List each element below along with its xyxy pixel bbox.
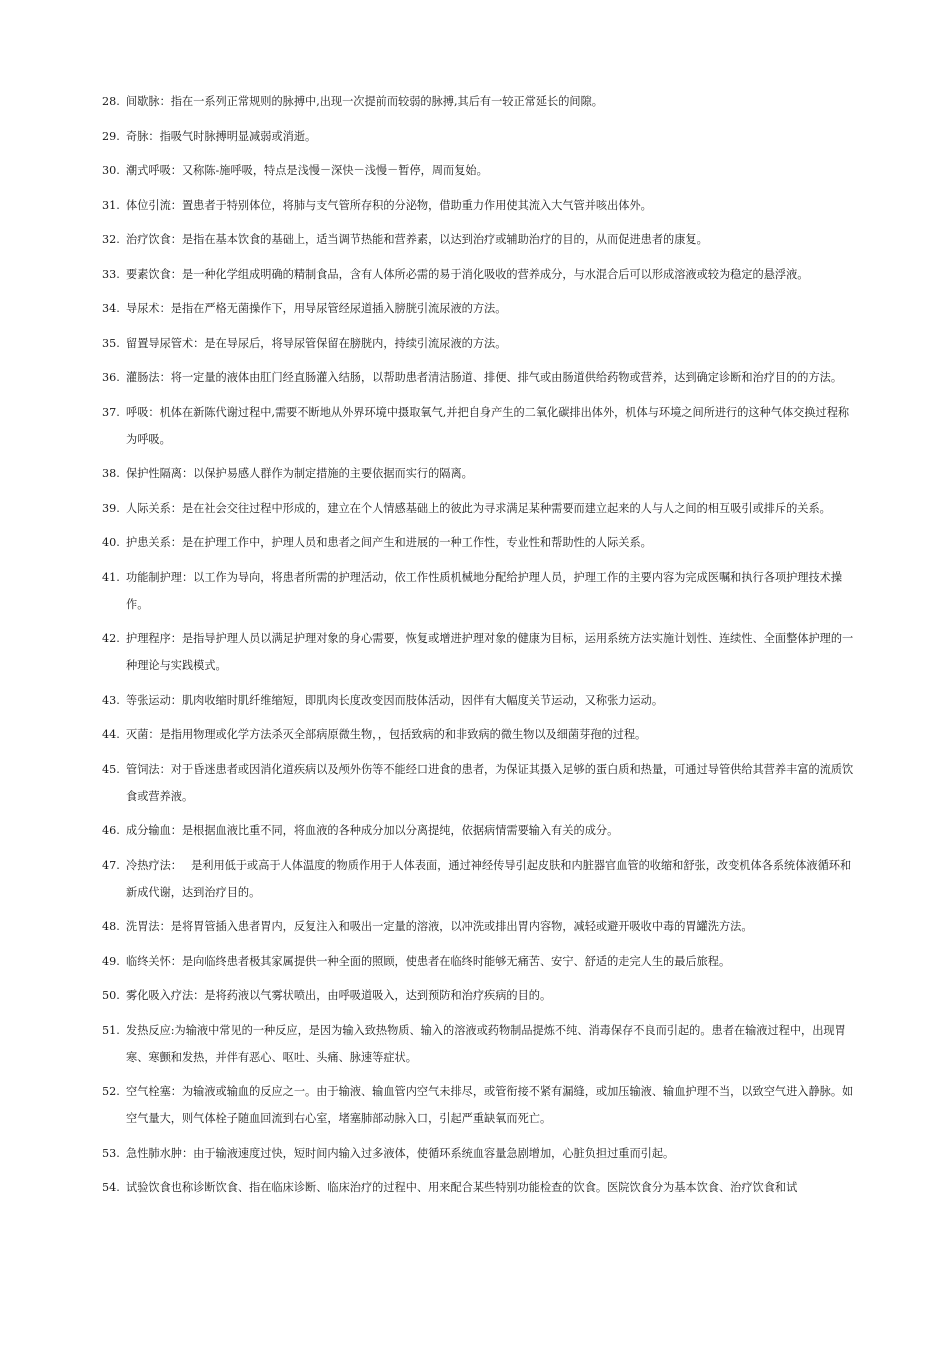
list-item bbox=[102, 948, 854, 975]
list-item bbox=[102, 226, 854, 253]
list-item bbox=[102, 495, 854, 522]
item-definition: 留置导尿管术：是在导尿后，将导尿管保留在膀胱内，持续引流尿液的方法。 bbox=[126, 336, 507, 350]
item-definition: 奇脉：指吸气时脉搏明显减弱或消逝。 bbox=[126, 129, 317, 143]
item-definition: 成分输血：是根据血液比重不同，将血液的各种成分加以分离提纯，依据病情需要输入有关的成分。 bbox=[126, 824, 619, 837]
item-definition: 导尿术：是指在严格无菌操作下，用导尿管经尿道插入膀胱引流尿液的方法。 bbox=[126, 302, 507, 315]
item-number: 48. bbox=[102, 920, 120, 933]
item-number: 30. bbox=[102, 164, 120, 177]
list-item bbox=[102, 1078, 854, 1132]
item-definition: 洗胃法：是将胃管插入患者胃内，反复注入和吸出一定量的溶液，以冲洗或排出胃内容物，减轻或避开吸收中毒的胃罐洗方法。 bbox=[126, 920, 753, 933]
item-number: 39. bbox=[102, 501, 120, 515]
item-number: 28. bbox=[102, 95, 120, 108]
item-definition: 灭菌：是指用物理或化学方法杀灭全部病原微生物，，包括致病的和非致病的微生物以及细菌芽孢的过程。 bbox=[126, 728, 647, 741]
item-number: 35. bbox=[102, 336, 120, 350]
list-item bbox=[102, 1174, 854, 1201]
item-number: 29. bbox=[102, 129, 120, 143]
item-number: 37. bbox=[102, 405, 120, 419]
list-item bbox=[102, 721, 854, 748]
list-item bbox=[102, 157, 854, 184]
item-number: 46. bbox=[102, 824, 120, 837]
item-definition: 雾化吸入疗法：是将药液以气雾状喷出，由呼吸道吸入，达到预防和治疗疾病的目的。 bbox=[126, 989, 552, 1002]
item-definition: 空气栓塞：为输液或输血的反应之一。由于输液、输血管内空气未排尽，或管衔接不紧有漏缝，或加压输液、输血护理不当，以致空气进入静脉。如空气量大，则气体栓子随血回流到右心室，堵塞肺部动脉入口，引起严重缺氧而死亡。 bbox=[126, 1085, 854, 1125]
list-item bbox=[102, 687, 854, 714]
item-number: 38. bbox=[102, 467, 120, 480]
list-item bbox=[102, 364, 854, 391]
item-number: 36. bbox=[102, 371, 120, 384]
item-definition: 护理程序：是指导护理人员以满足护理对象的身心需要，恢复或增进护理对象的健康为目标，运用系统方法实施计划性、连续性、全面整体护理的一种理论与实践模式。 bbox=[126, 632, 854, 672]
item-definition: 护患关系：是在护理工作中，护理人员和患者之间产生和进展的一种工作性，专业性和帮助性的人际关系。 bbox=[126, 536, 652, 549]
item-definition: 保护性隔离：以保护易感人群作为制定措施的主要依据而实行的隔离。 bbox=[126, 467, 473, 480]
item-number: 49. bbox=[102, 954, 120, 968]
item-number: 40. bbox=[102, 536, 120, 549]
list-item bbox=[102, 756, 854, 810]
list-item bbox=[102, 261, 854, 288]
item-number: 45. bbox=[102, 762, 120, 776]
list-item bbox=[102, 625, 854, 679]
item-number: 31. bbox=[102, 198, 120, 212]
list-item bbox=[102, 295, 854, 322]
item-number: 43. bbox=[102, 693, 120, 707]
item-number: 51. bbox=[102, 1023, 120, 1037]
item-definition: 急性肺水肿：由于输液速度过快，短时间内输入过多液体，使循环系统血容量急剧增加，心脏负担过重而引起。 bbox=[126, 1146, 675, 1160]
item-definition: 间歇脉：指在一系列正常规则的脉搏中,出现一次提前而较弱的脉搏,其后有一较正常延长的间隙。 bbox=[126, 95, 603, 108]
item-number: 52. bbox=[102, 1085, 120, 1098]
item-definition: 体位引流：置患者于特别体位，将肺与支气管所存积的分泌物，借助重力作用使其流入大气管并咳出体外。 bbox=[126, 198, 652, 212]
definition-list bbox=[102, 88, 854, 1209]
item-definition: 灌肠法：将一定量的液体由肛门经直肠灌入结肠，以帮助患者清洁肠道、排便、排气或由肠道供给药物或营养，达到确定诊断和治疗目的的方法。 bbox=[126, 371, 843, 384]
item-number: 53. bbox=[102, 1146, 120, 1160]
item-definition: 功能制护理：以工作为导向，将患者所需的护理活动，依工作性质机械地分配给护理人员，护理工作的主要内容为完成医嘱和执行各项护理技术操作。 bbox=[126, 570, 843, 611]
list-item bbox=[102, 330, 854, 357]
item-definition: 要素饮食：是一种化学组成明确的精制食品，含有人体所必需的易于消化吸收的营养成分，与水混合后可以形成溶液或较为稳定的悬浮液。 bbox=[126, 267, 809, 281]
item-number: 33. bbox=[102, 267, 120, 281]
item-definition: 发热反应:为输液中常见的一种反应，是因为输入致热物质、输入的溶液或药物制品提炼不纯、消毒保存不良而引起的。患者在输液过程中，出现胃寒、寒颤和发热，并伴有恶心、呕吐、头痛、脉速等症状。 bbox=[126, 1023, 846, 1064]
list-item bbox=[102, 913, 854, 940]
list-item bbox=[102, 399, 854, 453]
list-item bbox=[102, 1017, 854, 1071]
item-definition: 冷热疗法： 是利用低于或高于人体温度的物质作用于人体表面，通过神经传导引起皮肤和内脏器官血管的收缩和舒张，改变机体各系统体液循环和新成代谢，达到治疗目的。 bbox=[126, 858, 852, 899]
list-item bbox=[102, 1140, 854, 1167]
list-item bbox=[102, 564, 854, 618]
list-item bbox=[102, 852, 854, 906]
item-number: 34. bbox=[102, 302, 120, 315]
item-number: 41. bbox=[102, 570, 120, 584]
list-item bbox=[102, 817, 854, 844]
item-number: 32. bbox=[102, 233, 120, 246]
item-definition: 临终关怀：是向临终患者极其家属提供一种全面的照顾，使患者在临终时能够无痛苦、安宁、舒适的走完人生的最后旅程。 bbox=[126, 954, 731, 968]
item-definition: 试验饮食也称诊断饮食、指在临床诊断、临床治疗的过程中、用来配合某些特别功能检查的饮食。医院饮食分为基本饮食、治疗饮食和试 bbox=[126, 1181, 798, 1194]
item-number: 44. bbox=[102, 728, 120, 741]
list-item bbox=[102, 460, 854, 487]
item-definition: 治疗饮食：是指在基本饮食的基础上，适当调节热能和营养素，以达到治疗或辅助治疗的目的，从而促进患者的康复。 bbox=[126, 233, 708, 246]
item-number: 50. bbox=[102, 989, 120, 1002]
item-definition: 呼吸：机体在新陈代谢过程中,需要不断地从外界环境中摄取氧气,并把自身产生的二氧化碳排出体外，机体与环境之间所进行的这种气体交换过程称为呼吸。 bbox=[126, 405, 850, 446]
item-definition: 管饲法：对于昏迷患者或因消化道疾病以及颅外伤等不能经口进食的患者，为保证其摄入足够的蛋白质和热量，可通过导管供给其营养丰富的流质饮食或营养液。 bbox=[126, 762, 854, 803]
list-item bbox=[102, 88, 854, 115]
item-definition: 潮式呼吸：又称陈-施呼吸，特点是浅慢－深快－浅慢－暂停，周而复始。 bbox=[126, 164, 488, 177]
item-number: 54. bbox=[102, 1181, 120, 1194]
list-item bbox=[102, 192, 854, 219]
item-number: 42. bbox=[102, 632, 120, 645]
list-item bbox=[102, 123, 854, 150]
item-number: 47. bbox=[102, 858, 120, 872]
item-definition: 等张运动：肌肉收缩时肌纤维缩短，即肌肉长度改变因而肢体活动，因伴有大幅度关节运动，又称张力运动。 bbox=[126, 693, 664, 707]
list-item bbox=[102, 529, 854, 556]
list-item bbox=[102, 982, 854, 1009]
item-definition: 人际关系：是在社会交往过程中形成的，建立在个人情感基础上的彼此为寻求满足某种需要而建立起来的人与人之间的相互吸引或排斥的关系。 bbox=[126, 501, 831, 515]
